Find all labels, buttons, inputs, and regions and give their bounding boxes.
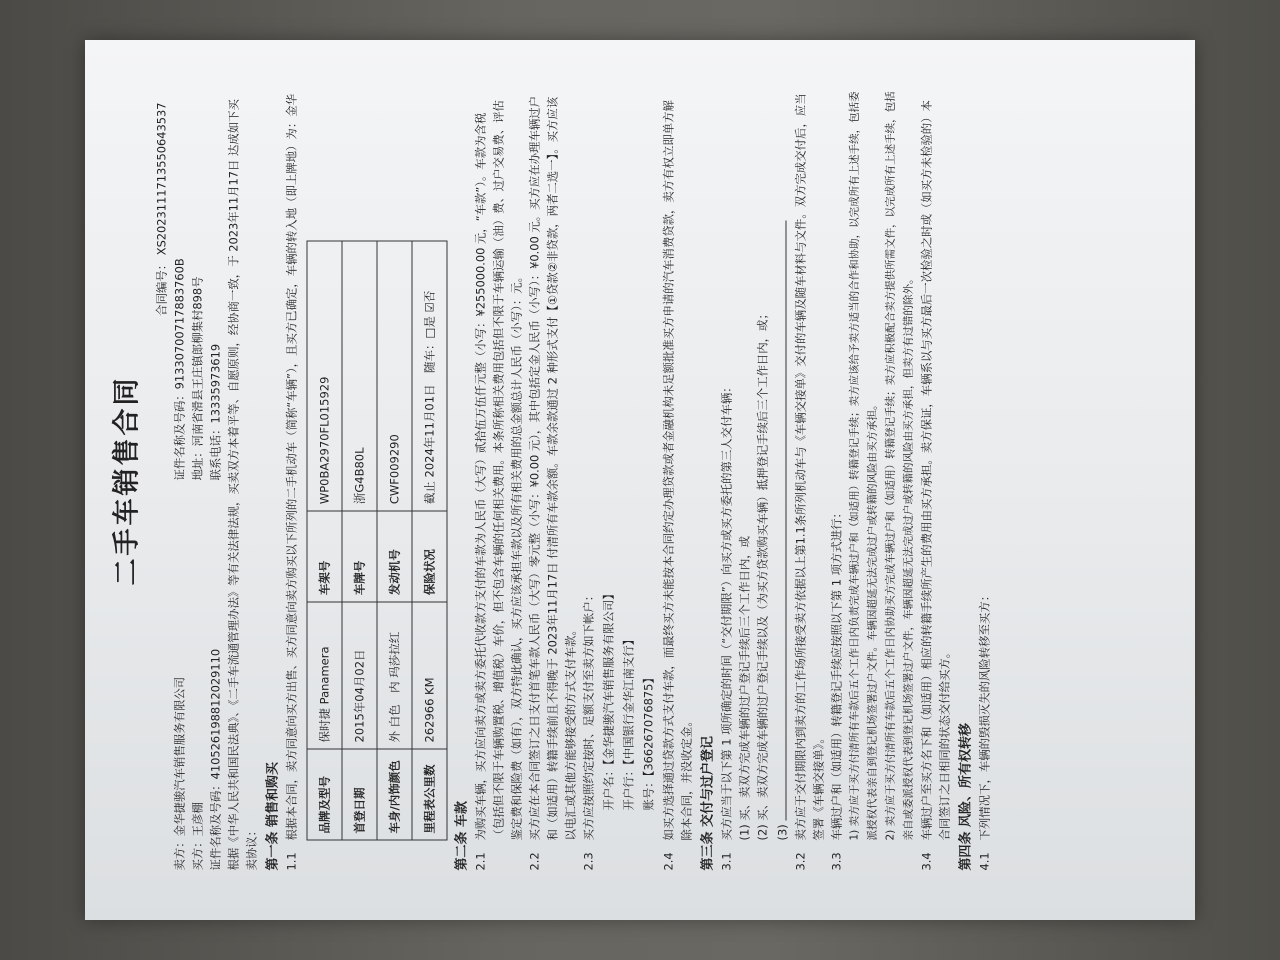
- blank-line: [772, 221, 787, 821]
- table-cell: 发动机号: [377, 511, 412, 602]
- account-bank: 开户行：【中国银行金华江南支行】: [621, 633, 636, 811]
- account-number: 账号：【366267076875】: [641, 672, 656, 811]
- article-3-heading: 第三条 交付与过户登记: [700, 735, 716, 871]
- buyer-address: 地址：河南省滑县王庄镇郎柳集村898号: [190, 276, 205, 481]
- clause-3-1: 买方应当于以下第 1 项所确定的时间（“交付期限”）向买方或买方委托的第三人交付车辆：: [719, 381, 734, 841]
- buyer-name: 买方：王彦棚: [190, 802, 205, 871]
- table-cell: 首登日期: [342, 749, 377, 840]
- table-cell: 里程表公里数: [412, 749, 447, 840]
- contract-title: 二手车销售合同: [111, 375, 143, 586]
- table-cell: 截止 2024年11月01日 随车：□是 ☑否: [412, 241, 447, 511]
- table-cell: 外 白色 内 玛莎拉红: [377, 602, 412, 749]
- clause-3-3-2: 2) 卖方应于买方付清所有车款后五个工作日内协助买方完成车辆过户和（如适用）转籍登记手续；卖方应积极配合卖方提供所需文件，以完成所有上述手续，包括亲自或委派授权代表到登记机场签署过户文件，车辆因超延无法完成过户或转籍的风险由买方承担，但卖方有过错的除外。: [884, 91, 915, 841]
- table-cell: 品牌及型号: [307, 749, 342, 840]
- seller-name: 卖方：金华捷骏汽车销售服务有限公司: [172, 676, 187, 871]
- clause-4-1: 下列情况下，车辆的毁损灭失的风险转移至买方：: [977, 589, 992, 841]
- legal-basis: 根据《中华人民共和国民法典》、《二手车流通管理办法》等有关法律法规，买卖双方本着平等、自愿原则，经协商一致，于 2023年11月17日 达成如下买卖协议：: [226, 99, 259, 871]
- seller-id: 证件名称及号码：913307007178837​60B: [172, 258, 187, 481]
- article-1-heading: 第一条 销售和购买: [265, 761, 281, 871]
- clause-3-1-option-1: (1) 买、卖双方完成车辆的过户登记手续后三个工作日内，或: [737, 535, 752, 841]
- table-cell: 2015年04月02日: [342, 602, 377, 749]
- paper-sheet: [85, 40, 1195, 920]
- clause-3-2: 卖方应于交付期限内到卖方的工作场所接受卖方依据以上第1.1条所列机动车与《车辆交接单》交付的车辆及随车材料与文件。双方完成交付后，应当签署《车辆交接单》。: [793, 93, 826, 841]
- table-cell: CWF009290: [377, 241, 412, 511]
- clause-2-4: 如买方选择通过贷款方式支付车款，而最终买方未能按本合同约定办理贷款或者金融机构未足额批准买方申请的汽车消费贷款，卖方有权立即单方解除本合同，并没收定金。: [661, 100, 694, 841]
- article-2-heading: 第二条 车款: [454, 800, 470, 871]
- table-cell: 车身/内饰颜色: [377, 749, 412, 840]
- table-row: [307, 241, 342, 840]
- vehicle-table: [307, 241, 448, 841]
- table-row: [342, 241, 377, 840]
- table-cell: 浙G4B80L: [342, 241, 377, 511]
- table-cell: 车架号: [307, 511, 342, 602]
- table-row: [377, 241, 412, 840]
- table-cell: 保险状况: [412, 511, 447, 602]
- clause-3-1-option-3: (3): [775, 824, 790, 841]
- clause-2-1: 为购买车辆，买方应向卖方或卖方委托代收款方支付的车款为人民币（大写）贰拾伍万伍仟元整（小写：¥255000.00 元，“车款”）。车款为含税（包括但不限于车辆购置税、增值税）车价，但不包含车辆的任何相关费用。本条所称相关费用包括但不限于车辆运输（油）费、过户交易费、评估鉴定费和保险费（如有），双方特此确认，买方应该承担车款以及所有相关费用的总金额总计人民币（小写）：元。: [473, 100, 524, 841]
- buyer-id: 证件名称及号码：410526198812029110: [208, 648, 223, 871]
- table-cell: 车牌号: [342, 511, 377, 602]
- table-cell: 保时捷 Panamera: [307, 602, 342, 749]
- clause-3-1-option-2: (2) 买、卖双方完成车辆的过户登记手续以及（为买方贷款购买车辆）抵押登记手续后三个工作日内，或；: [755, 308, 770, 841]
- clause-1-1: 根据本合同，卖方同意向买方出售、买方同意向卖方购买以下所列的二手机动车（简称“车辆”），且买方已确定，车辆的转入地（即上牌地）为：金华: [284, 94, 299, 841]
- clause-2-2: 买方应在本合同签订之日支付首笔车款人民币（大写）零元整（小写：¥0.00 元），其中包括定金人民币（小写）：¥0.00 元。买方应在办理车辆过户和（如适用）转籍手续前且不得晚于 2023年11月17日 付清所有车款余额。车款余款通过 2 种形式支付【①贷款②非贷款，两者二选一】。买方应该以电汇或其他方能够接受的方式支付车款。: [527, 95, 578, 841]
- table-row: [412, 241, 447, 840]
- table-cell: WP0BA2970FL015929: [307, 241, 342, 511]
- article-4-heading: 第四条 风险、所有权转移: [958, 722, 974, 871]
- table-cell: 262966 KM: [412, 602, 447, 749]
- buyer-phone: 联系电话：13335973619: [208, 343, 223, 481]
- account-name: 开户名：【金华捷骏汽车销售服务有限公司】: [601, 588, 616, 811]
- clause-3-4: 车辆过户至买方名下和（如适用）相应的转籍手续所产生的费用由买方承担。卖方保证，车辆系以与买方最后一次检验之时或（如买方未检验的）本合同签订之日相同的状态交付给买方。: [919, 100, 952, 841]
- contract-page: 二手车销售合同 合同编号： XS20231117135506435​37 卖方：金华捷骏汽车销售服务有限公司 证件名称及号码：913307007178837​60B 买方：王彦棚 地址：河南省滑县王庄镇郎柳集村898号 证件名称及号码：410526198812029110 联系电话：13335973619 根据《中华人民共和国民法典》、《二手车流通管理办法》等有关法律法规，买卖双方本着平等、自愿原则，经协商一致，于 2023年11月17日 达成如下买卖协议： 第一条 销售和购买 1.1 根据本合同，卖方同意向买方出售、买方同意向卖方购买以下所列的二手机动车（简称“车辆”），且买方已确定，车辆的转入地（即上牌地）为：金华 品牌及型号 保时捷 Panamera 车架号 WP0BA2970FL015929 首登日期 2015年04月02日 车牌号 浙G4B80L 车身/内饰颜色 外 白色 内 玛莎拉红 发动机号 CWF009290 里程表公里数 262966 KM 保险状况 截止 2024年11月01日 随车：□是 ☑否 第二条 车款 2.1 为购买车辆，买方应向卖方或卖方委托代收款方支付的车款为人民币（大写）贰拾伍万伍仟元整（小写：¥255000.00 元，“车款”）。车款为含税（包括但不限于车辆购置税、增值税）车价，但不包含车辆的任何相关费用。本条所称相关费用包括但不限于车辆运输（油）费、过户交易费、评估鉴定费和保险费（如有），双方特此确认，买方应该承担车款以及所有相关费用的总金额总计人民币（小写）：元。 2.2 买方应在本合同签订之日支付首笔车款人民币（大写）零元整（小写：¥0.00 元），其中包括定金人民币（小写）：¥0.00 元。买方应在办理车辆过户和（如适用）转籍手续前且不得晚于 2023年11月17日 付清所有车款余额。车款余款通过 2 种形式支付【①贷款②非贷款，两者二选一】。买方应该以电汇或其他方能够接受的方式支付车款。 2.3 买方应按照约定按时、足额支付至卖方如下帐户： 开户名：【金华捷骏汽车销售服务有限公司】 开户行：【中国银行金华江南支行】 账号：【366267076875】 2.4 如买方选择通过贷款方式支付车款，而最终买方未能按本合同约定办理贷款或者金融机构未足额批准买方申请的汽车消费贷款，卖方有权立即单方解除本合同，并没收定金。 第三条 交付与过户登记 3.1 买方应当于以下第 1 项所确定的时间（“交付期限”）向买方或买方委托的第三人交付车辆： (1) 买、卖双方完成车辆的过户登记手续后三个工作日内，或 (2) 买、卖双方完成车辆的过户登记手续以及（为买方贷款购买车辆）抵押登记手续后三个工作日内，或； (3) 3.2 卖方应于交付期限内到卖方的工作场所接受卖方依据以上第1.1条所列机动车与《车辆交接单》交付的车辆及随车材料与文件。双方完成交付后，应当签署《车辆交接单》。 3.3 车辆过户和（如适用）转籍登记手续应按照以下第 1 项方式进行： 1) 卖方应于买方付清所有车款后五个工作日内负责完成车辆过户和（如适用）转籍登记手续；卖方应该给予卖方适当的合作和协助，以完成所有上述手续，包括委派授权代表亲自到登记机场签署过户文件。车辆因超延无法完成过户或转籍的风险由买方承担。 2) 卖方应于买方付清所有车款后五个工作日内协助买方完成车辆过户和（如适用）转籍登记手续；卖方应积极配合卖方提供所需文件，以完成所有上述手续，包括亲自或委派授权代表到登记机场签署过户文件，车辆因超延无法完成过户或转籍的风险由买方承担，但卖方有过错的除外。 3.4 车辆过户至买方名下和（如适用）相应的转籍手续所产生的费用由买方承担。卖方保证，车辆系以与买方最后一次检验之时或（如买方未检验的）本合同签订之日相同的状态交付给买方。 第四条 风险、所有权转移 4.1 下列情况下，车辆的毁损灭失的风险转移至买方：: [93, 51, 1188, 911]
- clause-3-3: 车辆过户和（如适用）转籍登记手续应按照以下第 1 项方式进行：: [829, 507, 844, 841]
- clause-3-3-1: 1) 卖方应于买方付清所有车款后五个工作日内负责完成车辆过户和（如适用）转籍登记手续；卖方应该给予卖方适当的合作和协助，以完成所有上述手续，包括委派授权代表亲自到登记机场签署过户文件。车辆因超延无法完成过户或转籍的风险由买方承担。: [848, 91, 879, 841]
- contract-number: 合同编号： XS20231117135506435​37: [154, 102, 169, 316]
- clause-2-3: 买方应按照约定按时、足额支付至卖方如下帐户：: [581, 589, 596, 841]
